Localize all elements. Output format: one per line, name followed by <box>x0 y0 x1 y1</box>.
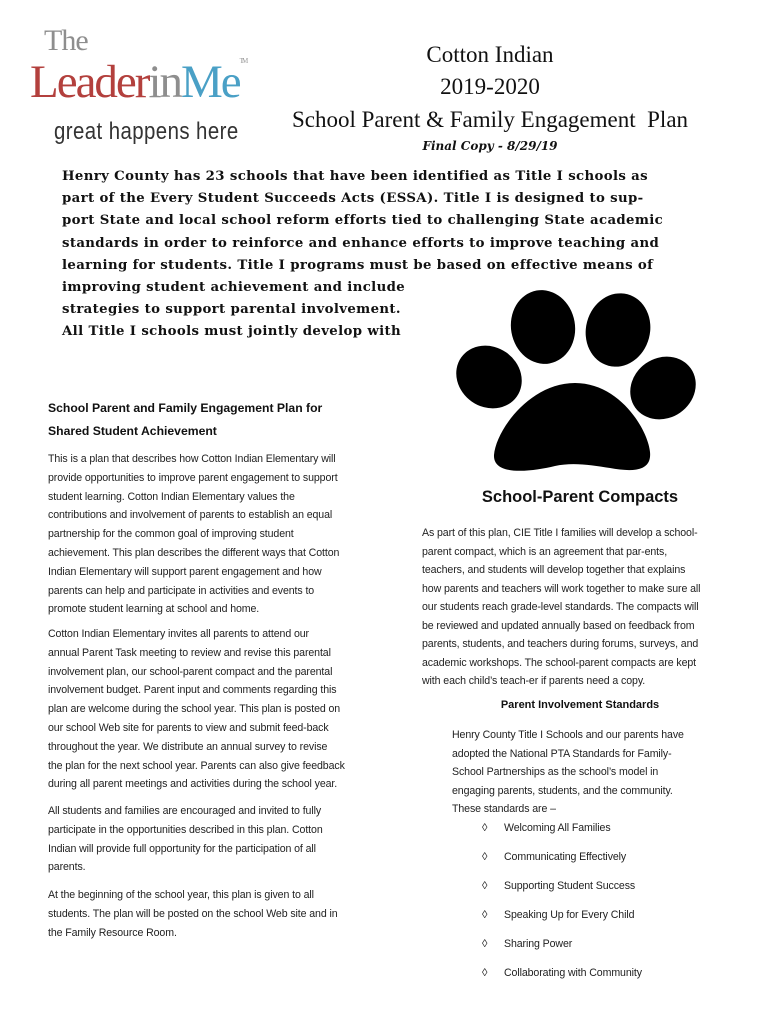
standard-label: Collaborating with Community <box>504 967 642 979</box>
paw-toe-3 <box>578 286 659 374</box>
text-line: student learning. Cotton Indian Elementary values the <box>48 490 295 503</box>
text-line: throughout the year. We distribute an annual survey to revise <box>48 740 328 753</box>
compacts-heading: School-Parent Compacts <box>481 488 679 506</box>
text-line: achievement. This plan describes the different ways that Cotton <box>48 546 340 559</box>
text-line: School Partnerships as the school’s model in <box>452 766 659 778</box>
text-line: participate in the opportunities described in this plan. Cotton <box>48 823 323 836</box>
final-copy-date: Final Copy - 8/29/19 <box>422 139 558 153</box>
logo-tagline: great happens here <box>54 118 239 145</box>
logo-the: The <box>44 24 88 57</box>
text-line: Indian Elementary will support parent engagement and how <box>48 565 322 578</box>
standard-item <box>482 909 742 938</box>
text-line: involvement budget. Parent input and comments regarding this <box>48 684 337 697</box>
text-line: All students and families are encouraged and invited to fully <box>48 805 322 817</box>
school-name: Cotton Indian <box>426 42 554 67</box>
distribution-paragraph <box>48 886 338 942</box>
paw-toe-2 <box>505 285 581 369</box>
text-line: provide opportunities to improve parent engagement to support <box>48 471 338 484</box>
diamond-bullet-icon: ◊ <box>482 967 488 979</box>
text-line: annual Parent Task meeting to review and revise this parental <box>48 646 331 659</box>
diamond-bullet-icon: ◊ <box>482 938 488 950</box>
text-line: the plan for the next school year. Parents can also give feedback <box>48 759 345 772</box>
logo-tm: TM <box>239 57 247 65</box>
text-line: plan are welcome during the school year. This plan is posted on <box>48 703 341 716</box>
text-line: how parents and teachers will work together to make sure all <box>422 582 701 595</box>
text-line: during all parent meetings and activities during the school year. <box>48 778 338 791</box>
standards-heading: Parent Involvement Standards <box>500 699 660 711</box>
standards-paragraph <box>452 726 684 819</box>
text-line: strategies to support parental involvement. <box>62 302 401 318</box>
diamond-bullet-icon: ◊ <box>482 909 488 921</box>
diamond-bullet-icon: ◊ <box>482 822 488 834</box>
text-line: involvement plan, our school-parent compact and the parental <box>48 665 333 678</box>
text-line: parents. <box>48 861 86 874</box>
text-line: teachers, and students will develop together that explains <box>422 564 686 576</box>
standard-label: Welcoming All Families <box>504 822 611 834</box>
participation-paragraph <box>48 802 323 877</box>
text-line: At the beginning of the school year, this plan is given to all <box>48 889 314 901</box>
standard-label: Speaking Up for Every Child <box>504 909 635 921</box>
text-line: engaging parents, students, and the community. <box>452 784 673 797</box>
standard-label: Supporting Student Success <box>504 880 636 892</box>
text-line: parents, students, and teachers during forums, surveys, and <box>422 638 699 650</box>
text-line: Cotton Indian Elementary invites all parents to attend our <box>48 628 309 640</box>
plan-title: School Parent & Family Engagement Plan <box>291 107 689 132</box>
text-line: adopted the National PTA Standards for Family- <box>452 747 672 760</box>
text-line: contributions and involvement of parents to establish an equal <box>48 509 333 522</box>
standard-label: Communicating Effectively <box>504 851 627 863</box>
standard-item <box>482 938 742 967</box>
text-line: be reviewed and updated annually based on feedback from <box>422 619 695 632</box>
school-year: 2019-2020 <box>440 74 540 99</box>
text-line: These standards are – <box>452 803 556 815</box>
text-line: part of the Every Student Succeeds Acts (ESSA). Title I is designed to sup- <box>62 191 644 207</box>
text-line: parent compact, which is an agreement that par-ents, <box>422 545 668 558</box>
text-line: partnership for the common goal of improving student <box>48 528 294 541</box>
standard-item <box>482 851 742 880</box>
text-line: the Family Resource Room. <box>48 926 177 939</box>
standard-item <box>482 967 742 996</box>
text-line: Henry County has 23 schools that have been identified as Title I schools as <box>62 169 648 184</box>
text-line: Shared Student Achievement <box>48 424 217 438</box>
standards-list <box>482 822 742 996</box>
diamond-bullet-icon: ◊ <box>482 880 488 892</box>
text-line: learning for students. Title I programs must be based on effective means of <box>62 257 654 273</box>
text-line: Indian will provide full opportunity for the participation of all <box>48 842 316 855</box>
annual-meeting-paragraph <box>48 625 345 794</box>
text-line: All Title I schools must jointly develop with <box>62 324 402 340</box>
text-line: with each child’s teach-er if parents need a copy. <box>422 675 646 687</box>
plan-description-paragraph <box>48 450 339 619</box>
text-line: standards in order to reinforce and enhance efforts to improve teaching and <box>62 235 660 251</box>
logo-leader: Leader <box>30 56 149 108</box>
text-line: our school Web site for parents to view and submit feed-back <box>48 721 329 734</box>
standard-item <box>482 880 742 909</box>
text-line: School Parent and Family Engagement Plan for <box>48 401 323 415</box>
text-line: Henry County Title I Schools and our parents have <box>452 729 684 741</box>
standard-item <box>482 822 742 851</box>
text-line: improving student achievement and include <box>62 280 406 296</box>
text-line: port State and local school reform efforts tied to challenging State academic <box>62 213 664 229</box>
text-line: parents can help and participate in activities and events to <box>48 584 315 597</box>
text-line: This is a plan that describes how Cotton Indian Elementary will <box>48 453 336 465</box>
text-line: As part of this plan, CIE Title I families will develop a school- <box>422 527 698 539</box>
left-heading <box>48 397 322 443</box>
text-line: academic workshops. The school-parent compacts are kept <box>422 656 696 669</box>
logo-in: in <box>148 56 182 108</box>
logo-me: Me <box>181 56 240 108</box>
text-line: promote student learning at school and home. <box>48 603 260 616</box>
text-line: our students reach grade-level standards. The compacts will <box>422 601 699 613</box>
paw-main-pad <box>494 383 650 471</box>
diamond-bullet-icon: ◊ <box>482 851 488 863</box>
standard-label: Sharing Power <box>504 938 573 950</box>
text-line: students. The plan will be posted on the school Web site and in <box>48 907 338 920</box>
compacts-paragraph <box>422 524 700 691</box>
